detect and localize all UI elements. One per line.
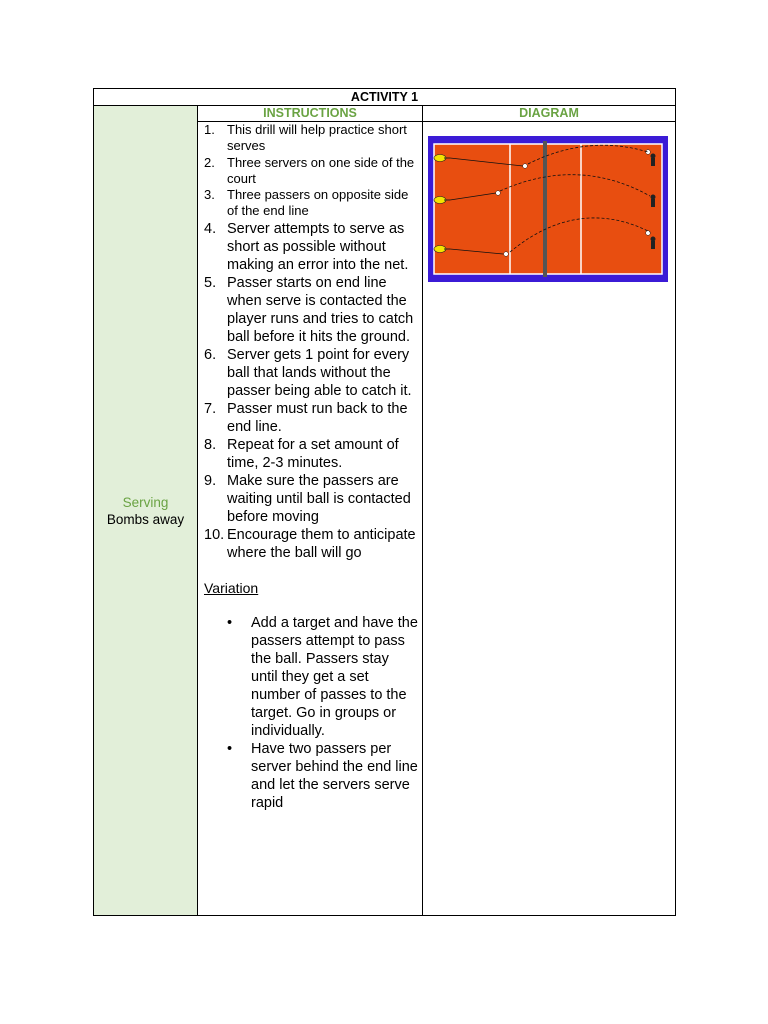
instruction-text: Passer must run back to the end line. xyxy=(227,400,408,435)
instruction-text: Passer starts on end line when serve is contacted the player runs and tries to catch ball before it hits the ground. xyxy=(227,274,414,345)
variation-item xyxy=(204,614,418,740)
instruction-number: 3. xyxy=(204,187,215,203)
diagram-cell xyxy=(423,122,676,916)
instructions-header: INSTRUCTIONS xyxy=(198,106,423,122)
instruction-number: 5. xyxy=(204,274,217,291)
activity-side-cell xyxy=(94,106,198,916)
instruction-item xyxy=(204,122,418,155)
instruction-item xyxy=(204,436,418,472)
activity-category: Serving xyxy=(122,494,169,510)
instruction-number: 4. xyxy=(204,220,217,237)
instruction-number: 8. xyxy=(204,436,217,453)
variation-item xyxy=(204,740,418,812)
bullet-icon: • xyxy=(227,614,233,631)
diagram-header: DIAGRAM xyxy=(423,106,676,122)
activity-table xyxy=(93,88,676,916)
ball-icon xyxy=(496,191,501,196)
ball-icon xyxy=(646,150,651,155)
instruction-text: Server attempts to serve as short as possible without making an error into the net. xyxy=(227,220,409,273)
instruction-number: 6. xyxy=(204,346,217,363)
variation-title: Variation xyxy=(204,579,259,596)
ball-icon xyxy=(504,252,509,257)
volleyball-court-diagram xyxy=(428,136,668,282)
instruction-number: 1. xyxy=(204,122,215,137)
instruction-item xyxy=(204,400,418,436)
instructions-cell xyxy=(198,122,423,916)
instruction-number: 10. xyxy=(204,526,225,543)
net xyxy=(543,141,547,277)
instruction-text: Three passers on opposite side of the end line xyxy=(227,187,409,219)
ball-icon xyxy=(523,164,528,169)
instructions-list xyxy=(204,122,418,562)
instruction-item xyxy=(204,526,418,562)
activity-title: ACTIVITY 1 xyxy=(94,89,676,106)
instruction-item xyxy=(204,155,418,188)
instruction-item xyxy=(204,346,418,400)
passer-icon xyxy=(651,154,656,167)
instruction-number: 9. xyxy=(204,472,217,489)
court-surface xyxy=(434,144,662,274)
variation-text: Have two passers per server behind the end line and let the servers serve rapid xyxy=(251,740,418,811)
instruction-text: Repeat for a set amount of time, 2-3 minutes. xyxy=(227,436,399,471)
instruction-item xyxy=(204,187,418,220)
passer-icon xyxy=(651,195,656,208)
variation-list xyxy=(204,614,418,812)
instruction-number: 2. xyxy=(204,154,215,170)
instruction-item xyxy=(204,274,418,346)
instruction-text: Encourage them to anticipate where the ball will go xyxy=(227,526,416,561)
bullet-icon: • xyxy=(227,740,233,757)
instruction-text: This drill will help practice short serves xyxy=(227,122,407,154)
instruction-number: 7. xyxy=(204,400,217,417)
instruction-item xyxy=(204,472,418,526)
passer-icon xyxy=(651,237,656,250)
instruction-text: Three servers on one side of the court xyxy=(227,154,415,186)
instruction-text: Server gets 1 point for every ball that lands without the passer being able to catch it. xyxy=(227,346,412,399)
activity-name: Bombs away xyxy=(106,511,185,527)
variation-text: Add a target and have the passers attempt to pass the ball. Passers stay until they get a set number of passes to the target. Go in groups or individually. xyxy=(251,614,418,739)
instruction-item xyxy=(204,220,418,274)
instruction-text: Make sure the passers are waiting until ball is contacted before moving xyxy=(227,472,411,525)
